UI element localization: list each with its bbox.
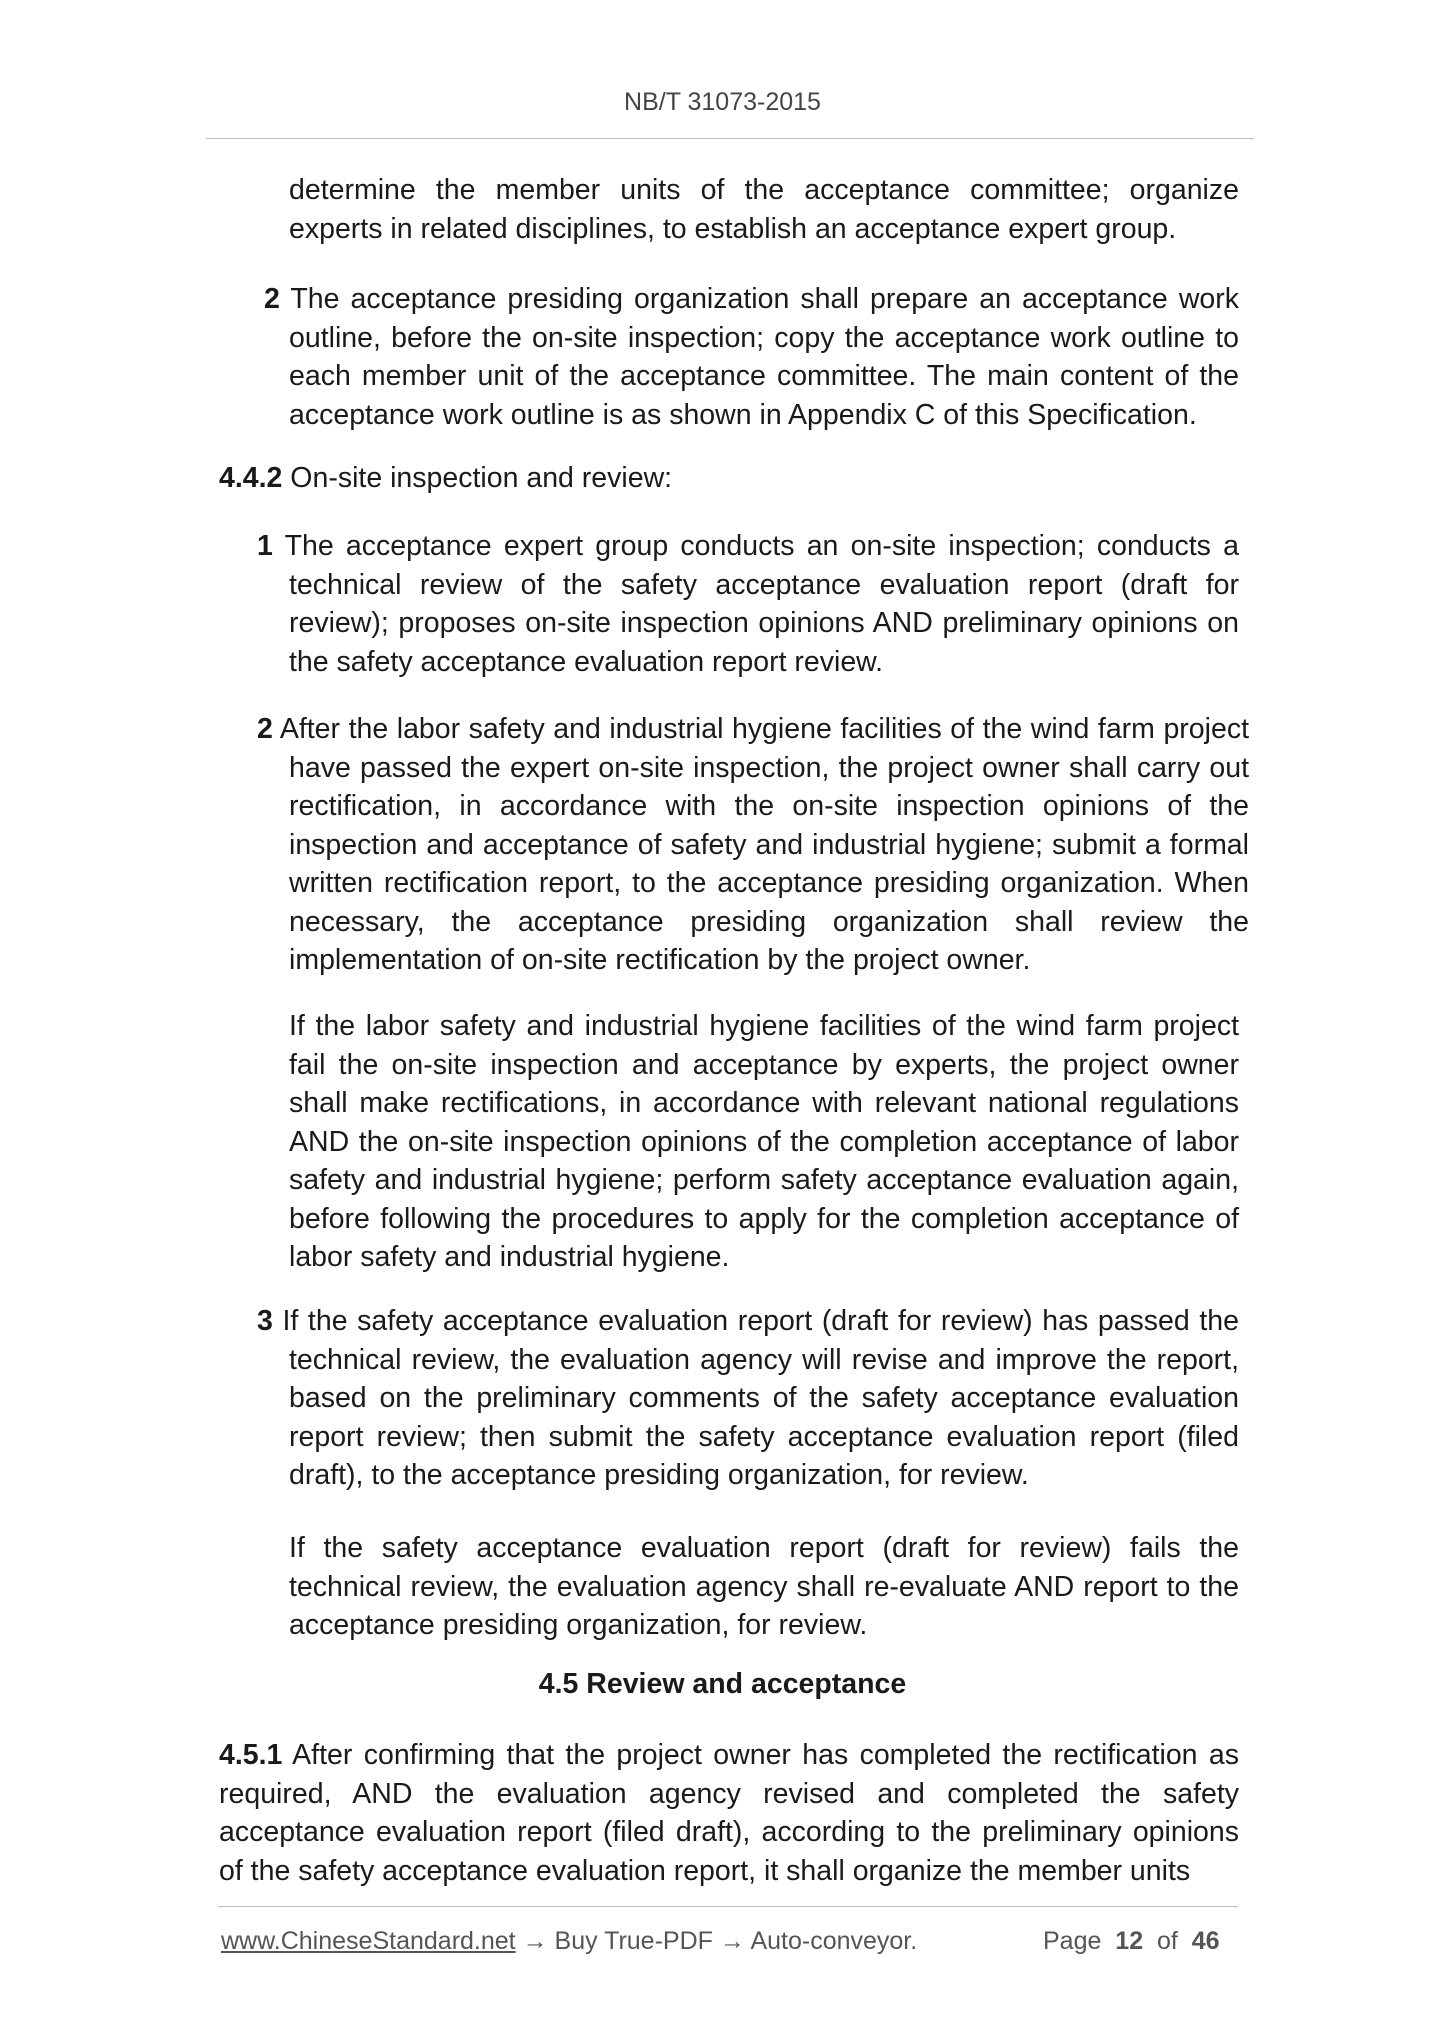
footer-step-delivery: Auto-conveyor. (750, 1927, 918, 1955)
list-item-1-expert-inspection (257, 527, 1239, 681)
list-item-number: 2 (257, 713, 273, 745)
footer-source (221, 1927, 917, 1956)
section-4-5-title: 4.5 Review and acceptance (538, 1668, 907, 1700)
list-item-2-work-outline (264, 280, 1239, 434)
list-item-3-report-review (257, 1302, 1239, 1495)
page-total: 46 (1191, 1927, 1220, 1955)
list-item-number: 1 (257, 530, 273, 562)
list-item-text: The acceptance presiding organization shall prepare an acceptance work outline, before the on-site inspection; copy the acceptance work outline to each member unit of the acceptance committee. The main content of the acceptance work outline is as shown in Appendix C of this Specification. (279, 283, 1239, 431)
site-link[interactable]: www.ChineseStandard.net (221, 1927, 516, 1955)
clause-4-5-1 (219, 1736, 1239, 1890)
continued-paragraph: determine the member units of the acceptance committee; organize experts in related disciplines, to establish an acceptance expert group. (289, 174, 1239, 245)
clause-text: After confirming that the project owner has completed the rectification as required, AND the evaluation agency revised and completed the safety acceptance evaluation report (filed draft), according to the preliminary opinions of the safety acceptance evaluation report, it shall organize the member units (219, 1739, 1239, 1887)
page-current: 12 (1115, 1927, 1144, 1955)
footer-divider (218, 1906, 1238, 1907)
list-item-2-rectification (257, 710, 1249, 980)
arrow-right-icon: → (522, 1927, 548, 1955)
header-divider (206, 138, 1254, 139)
list-item-text: If the safety acceptance evaluation report (draft for review) has passed the technical review, the evaluation agency will revise and improve the report, based on the preliminary comments of the safety acceptance evaluation report review; then submit the safety acceptance evaluation report (filed draft), to the acceptance presiding organization, for review. (272, 1305, 1239, 1491)
page-label: Page (1043, 1927, 1102, 1955)
rectification-failure-paragraph: If the labor safety and industrial hygiene facilities of the wind farm project fail the on-site inspection and acceptance by experts, the project owner shall make rectifications, in accordance with relevant national regulations AND the on-site inspection opinions of the completion acceptance of labor safety and industrial hygiene; perform safety acceptance evaluation again, before following the procedures to apply for the completion acceptance of labor safety and industrial hygiene. (289, 1010, 1239, 1273)
document-header-code: NB/T 31073-2015 (624, 88, 821, 116)
list-item-number: 3 (257, 1305, 273, 1337)
clause-number: 4.4.2 (219, 462, 283, 494)
page-number (1043, 1927, 1220, 1956)
page-of-label: of (1157, 1927, 1178, 1955)
clause-number: 4.5.1 (219, 1739, 283, 1771)
list-item-text: The acceptance expert group conducts an on-site inspection; conducts a technical review of the safety acceptance evaluation report (draft for review); proposes on-site inspection opinions AND preliminary opinions on the safety acceptance evaluation report review. (272, 530, 1239, 678)
clause-text: On-site inspection and review: (282, 462, 673, 494)
footer-step-buy: Buy True-PDF (554, 1927, 713, 1955)
clause-4-4-2-heading (219, 459, 1239, 498)
list-item-number: 2 (264, 283, 280, 315)
review-failure-paragraph: If the safety acceptance evaluation report (draft for review) fails the technical review, the evaluation agency shall re-evaluate AND report to the acceptance presiding organization, for review. (289, 1532, 1239, 1641)
list-item-text: After the labor safety and industrial hygiene facilities of the wind farm project have passed the expert on-site inspection, the project owner shall carry out rectification, in accordance with the on-site inspection opinions of the inspection and acceptance of safety and industrial hygiene; submit a formal written rectification report, to the acceptance presiding organization. When necessary, the acceptance presiding organization shall review the implementation of on-site rectification by the project owner. (272, 713, 1249, 976)
arrow-right-icon: → (719, 1927, 745, 1955)
